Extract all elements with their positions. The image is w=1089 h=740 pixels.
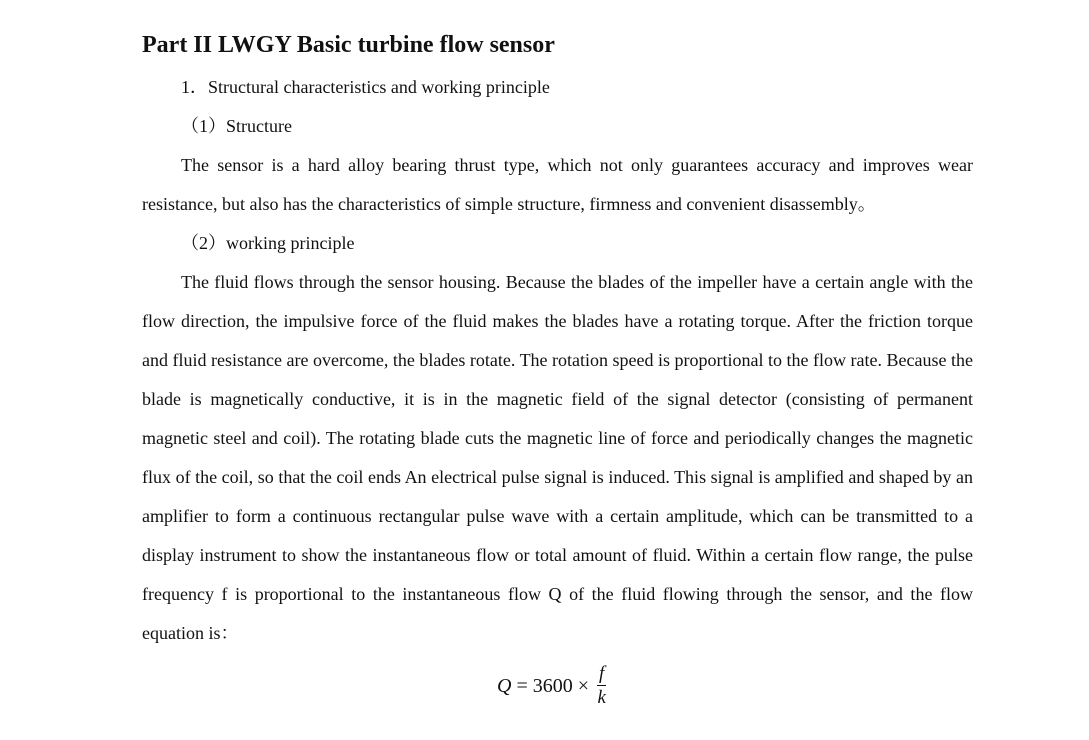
principle-paragraph: The fluid flows through the sensor housing. Because the blades of the impeller have a certain angle with the flow direction, the impulsive force of the fluid makes the blades have a rotating torque. After the friction torque and fluid resistance are overcome, the blades rotate. The rotation speed is proportional to the flow rate. Because the blade is magnetically conductive, it is in the magnetic field of the signal detector (consisting of permanent magnetic steel and coil). The rotating blade cuts the magnetic line of force and periodically changes the magnetic flux of the coil, so that the coil ends An electrical pulse signal is induced. This signal is amplified and shaped by an amplifier to form a continuous rectangular pulse wave with a certain amplitude, which can be transmitted to a display instrument to show the instantaneous flow or total amount of fluid. Within a certain flow range, the pulse frequency f is proportional to the instantaneous flow Q of the fluid flowing through the sensor, and the flow equation is： [142,272,973,643]
formula-fraction [597,663,606,710]
formula-denominator: k [597,686,606,708]
formula-numerator: f [599,662,605,684]
formula-constant: 3600 [532,674,573,697]
section-heading: 1．Structural characteristics and working principle [181,77,550,97]
document-title: Part II LWGY Basic turbine flow sensor [142,32,555,58]
flow-equation [497,656,606,716]
formula-times: × [577,674,590,697]
structure-subheading: （1）Structure [181,116,292,136]
formula-equals: = [516,674,528,697]
principle-subheading: （2）working principle [181,233,355,253]
document-body [142,29,973,653]
structure-paragraph: The sensor is a hard alloy bearing thrust type, which not only guarantees accuracy and improves wear resistance, but also has the characteristics of simple structure, firmness and convenient disassembly。 [142,155,973,214]
formula-lhs: Q [497,674,512,697]
